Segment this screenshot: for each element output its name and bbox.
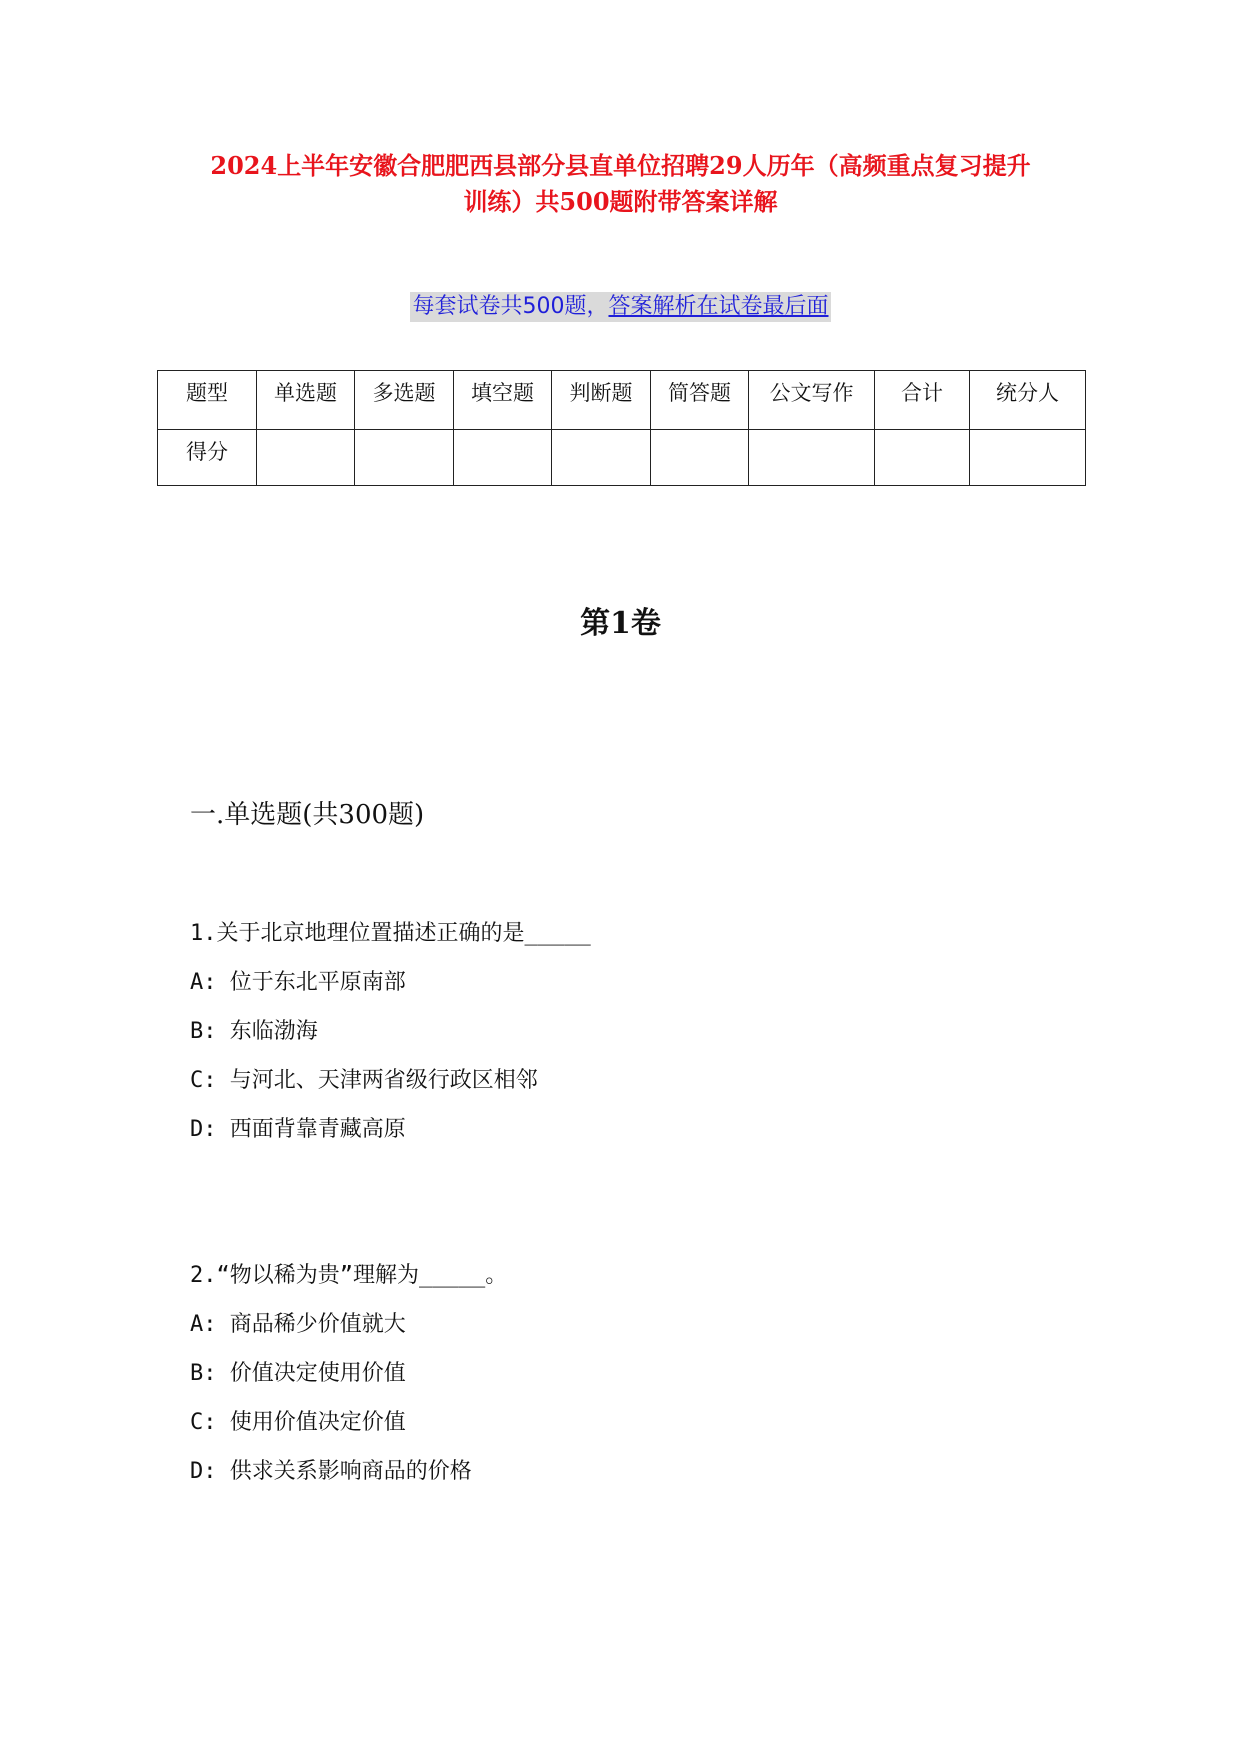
question-2-option-b: B: 价值决定使用价值: [190, 1361, 406, 1386]
section-title: 一.单选题(共300题): [190, 800, 425, 830]
score-cell[interactable]: [875, 430, 970, 486]
question-1-option-a: A: 位于东北平原南部: [190, 970, 406, 995]
header-cell-fill-blank: 填空题: [454, 371, 552, 430]
score-table: [157, 370, 1086, 486]
question-1-option-c: C: 与河北、天津两省级行政区相邻: [190, 1068, 538, 1093]
question-2-option-d: D: 供求关系影响商品的价格: [190, 1459, 472, 1484]
score-cell[interactable]: [454, 430, 552, 486]
score-table-header-row: [158, 371, 1086, 430]
subtitle-container: [0, 292, 1241, 322]
score-row-label: 得分: [158, 430, 257, 486]
question-2-option-a: A: 商品稀少价值就大: [190, 1312, 406, 1337]
header-cell-single-choice: 单选题: [257, 371, 355, 430]
score-cell[interactable]: [257, 430, 355, 486]
score-cell[interactable]: [355, 430, 454, 486]
header-cell-true-false: 判断题: [552, 371, 651, 430]
header-cell-type: 题型: [158, 371, 257, 430]
subtitle-part-1: 每套试卷共500题，: [412, 294, 609, 319]
question-1-option-d: D: 西面背靠青藏高原: [190, 1117, 406, 1142]
document-title: [170, 148, 1071, 220]
title-line-1: 2024上半年安徽合肥肥西县部分县直单位招聘29人历年（高频重点复习提升: [210, 151, 1031, 180]
header-cell-short-answer: 简答题: [651, 371, 749, 430]
score-table-score-row: [158, 430, 1086, 486]
score-cell[interactable]: [970, 430, 1086, 486]
header-cell-scorer: 统分人: [970, 371, 1086, 430]
subtitle-part-2: 答案解析在试卷最后面: [608, 294, 829, 319]
header-cell-total: 合计: [875, 371, 970, 430]
question-1-stem: 1.关于北京地理位置描述正确的是_____: [190, 921, 591, 946]
question-2-option-c: C: 使用价值决定价值: [190, 1410, 406, 1435]
score-cell[interactable]: [552, 430, 651, 486]
header-cell-multi-choice: 多选题: [355, 371, 454, 430]
score-cell[interactable]: [749, 430, 875, 486]
score-cell[interactable]: [651, 430, 749, 486]
title-line-2: 训练）共500题附带答案详解: [463, 187, 778, 216]
subtitle: [410, 292, 830, 322]
question-1-option-b: B: 东临渤海: [190, 1019, 318, 1044]
header-cell-official-writing: 公文写作: [749, 371, 875, 430]
volume-title: 第1卷: [580, 606, 661, 641]
question-2-stem: 2.“物以稀为贵”理解为_____。: [190, 1263, 508, 1288]
